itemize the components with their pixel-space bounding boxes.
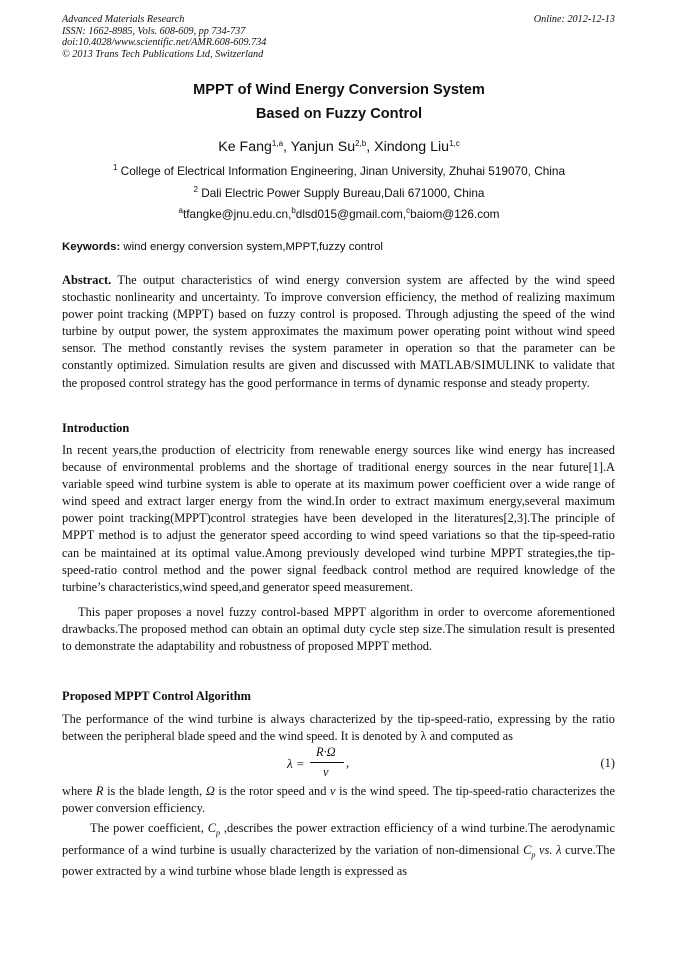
affiliation-text: College of Electrical Information Engineering, Jinan University, Zhuhai 519070, China xyxy=(120,164,566,178)
equation-denominator: v xyxy=(323,765,329,779)
affiliation-2 xyxy=(0,186,678,200)
equation-1 xyxy=(62,747,615,777)
text-run: ,describes the power extraction efficiency of a wind turbine.The aerodynamic performance of a wind turbine is usually characterized by the variation of non-dimensional xyxy=(62,821,615,857)
email-text: tfangke@jnu.edu.cn, xyxy=(182,207,292,221)
keywords-text: wind energy conversion system,MPPT,fuzzy control xyxy=(123,241,383,253)
email-sup: c xyxy=(406,206,411,215)
equation-numerator: R·Ω xyxy=(316,745,336,759)
text-run: is the wind speed. The tip-speed-ratio characterizes the power conversion efficiency. xyxy=(62,784,615,816)
equation-number: (1) xyxy=(600,756,615,770)
text-run: The power coefficient, xyxy=(90,821,208,835)
author-sup: 2,b xyxy=(355,139,367,148)
equation-lhs: λ = xyxy=(287,756,305,771)
affiliation-1 xyxy=(0,164,678,178)
author-sup: 1,c xyxy=(449,139,460,148)
affiliation-sup: 2 xyxy=(193,185,198,194)
section-heading-introduction: Introduction xyxy=(62,421,130,435)
text-run: is the rotor speed and xyxy=(214,784,331,798)
text-run: curve.The power extracted by a wind turbine whose blade length is expressed as xyxy=(62,842,615,879)
introduction-paragraph-1: In recent years,the production of electricity from renewable energy sources like wind energy has increased because of environmental problems and the shortage of traditional energy sources in the near future[1].A variable speed wind turbine system is able to operate at its maximum power coefficient over a wide range of wind speed and extract larger energy from the wind.In order to extract maximum energy,several maximum power point tracking(MPPT)control strategies have been developed in the literatures[2,3].The principle of MPPT method is to adjust the generator speed according to wind speed variations so that the tip-speed-ratio can be maintained at its optimal value.Among previously developed wind turbine MPPT strategies,the tip-speed-ratio control method and the power signal feedback control method are required knowledge of the turbine’s characteristics,wind speed,and generator speed measurement. xyxy=(62,443,615,594)
symbol-cp-sub: p xyxy=(215,828,220,838)
equation-comma: , xyxy=(346,756,350,770)
author-sup: 1,a xyxy=(271,139,284,148)
doi-line: doi:10.4028/www.scientific.net/AMR.608-609.734 xyxy=(62,37,267,49)
issn-line: ISSN: 1662-8985, Vols. 608-609, pp 734-737 xyxy=(62,25,246,37)
symbol-cp: C xyxy=(523,842,532,857)
symbol-R: R xyxy=(95,784,104,798)
email-sup: b xyxy=(291,206,296,215)
paper-title-line2: Based on Fuzzy Control xyxy=(255,106,423,122)
author-name: Yanjun Su xyxy=(290,139,356,155)
author-name: Ke Fang xyxy=(218,139,272,155)
symbol-v: v xyxy=(330,784,336,798)
symbol-omega: Ω xyxy=(205,784,215,798)
journal-header xyxy=(62,14,615,60)
affiliation-text: Dali Electric Power Supply Bureau,Dali 671000, China xyxy=(201,186,485,200)
affiliation-sup: 1 xyxy=(112,163,118,172)
abstract-text: The output characteristics of wind energy conversion system are affected by the wind speed stochastic nonlinearity and uncertainty. To improve conversion efficiency, the method of realizing maximum power point tracking (MPPT) based on fuzzy control is proposed. Through adjusting the speed of the wind turbine by output power, the system approximates the maximum power operating point without wind speed sensor. The method constantly revises the system parameter in operation so that the parameter can be constantly optimized. Simulation results are given and discussed with MATLAB/SIMULINK to validate that the proposed control strategy has the good performance in terms of dynamic response and steady property. xyxy=(62,273,615,390)
online-date: Online: 2012-12-13 xyxy=(533,14,615,25)
symbol-cp: C xyxy=(207,821,216,835)
mppt-paragraph-3 xyxy=(62,820,615,880)
email-text: dlsd015@gmail.com, xyxy=(295,207,407,221)
symbol-cp-sub: p xyxy=(531,850,536,860)
introduction-paragraph-2: This paper proposes a novel fuzzy control-based MPPT algorithm in order to overcome aforementioned drawbacks.The proposed method can obtain an optimal duty cycle step size.The simulation result is presented to demonstrate the adaptability and robustness of proposed MPPT method. xyxy=(62,605,615,654)
symbol-lambda: λ xyxy=(556,842,562,857)
keywords-label: Keywords: xyxy=(62,241,121,253)
author-list: Ke Fang$^{1,a}$, Yanjun Su$^{2,b}$, Xindong Liu$^{1,c}$ xyxy=(218,139,460,155)
abstract xyxy=(62,272,615,392)
text-run: is the blade length, xyxy=(103,784,206,798)
journal-name: Advanced Materials Research xyxy=(62,14,185,25)
mppt-paragraph-2 xyxy=(62,783,615,817)
mppt-paragraph-1: The performance of the wind turbine is always characterized by the tip-speed-ratio, expressing by the ratio between the peripheral blade speed and the wind speed. It is denoted by λ and computed as xyxy=(62,712,615,744)
text-vs: vs. xyxy=(535,842,557,857)
email-text: baiom@126.com xyxy=(410,207,500,221)
paper-title-line1: MPPT of Wind Energy Conversion System xyxy=(193,82,485,98)
fraction-bar xyxy=(310,762,344,763)
keywords xyxy=(62,241,615,253)
copyright-line: © 2013 Trans Tech Publications Ltd, Switzerland xyxy=(62,48,264,60)
text-run: where xyxy=(62,784,96,798)
email-line xyxy=(0,207,678,221)
author-name: Xindong Liu xyxy=(374,139,450,155)
email-sup: a xyxy=(178,206,183,215)
abstract-label: Abstract. xyxy=(62,273,112,287)
section-heading-mppt: Proposed MPPT Control Algorithm xyxy=(62,689,251,703)
